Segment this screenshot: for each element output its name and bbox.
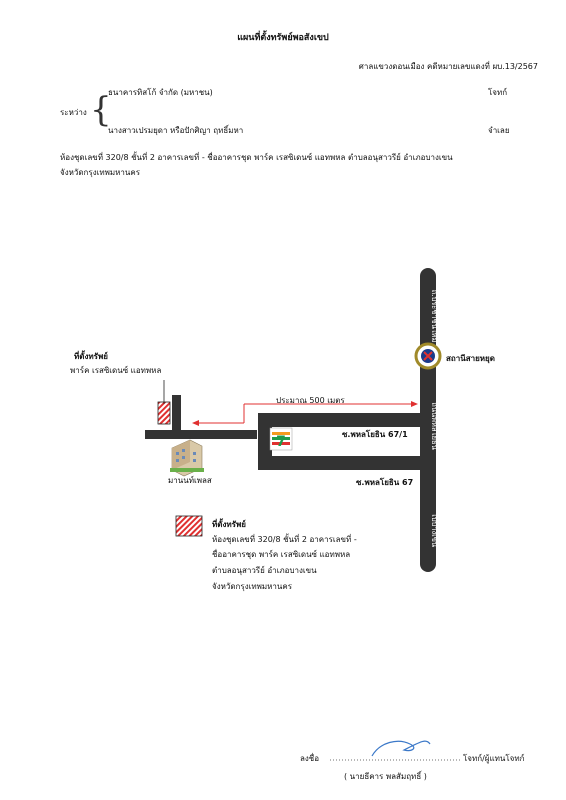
svg-text:7: 7 bbox=[276, 434, 286, 450]
plaintiff-name: ธนาคารทิสโก้ จำกัด (มหาชน) bbox=[108, 88, 213, 97]
landmark-label: มานนท์เพลส bbox=[168, 476, 212, 485]
plaintiff-role: โจทก์ bbox=[488, 88, 508, 97]
signature-sign-label: ลงชื่อ bbox=[300, 754, 320, 763]
distance-label: ประมาณ 500 เมตร bbox=[276, 396, 345, 405]
road-label-top: ถ.ประชาชนใหม่ bbox=[430, 289, 439, 343]
signature-role-label: โจทก์/ผู้แทนโจทก์ bbox=[463, 754, 525, 763]
road-label-mid: ถนนพหลโยธิน bbox=[430, 402, 439, 450]
soi-67-1-label: ซ.พหลโยธิน 67/1 bbox=[342, 430, 408, 439]
soi-67-label: ซ.พหลโยธิน 67 bbox=[356, 478, 414, 487]
station-label: สถานีสายหยุด bbox=[446, 354, 495, 363]
between-label: ระหว่าง bbox=[60, 108, 87, 117]
property-marker-subtitle: พาร์ค เรสซิเดนซ์ แอทพหล bbox=[70, 366, 162, 375]
court-case-number: ศาลแขวงดอนเมือง คดีหมายเลขแดงที่ ผบ.13/2567 bbox=[358, 62, 538, 71]
property-description-line2: จังหวัดกรุงเทพมหานคร bbox=[60, 168, 141, 177]
legend-line2: ชื่ออาคารชุด พาร์ค เรสซิเดนซ์ แอทพหล bbox=[212, 550, 351, 559]
legend-line3: ตำบลอนุสาวรีย์ อำเภอบางเขน bbox=[212, 566, 317, 575]
defendant-name: นางสาวเปรมยุดา หรือปักศิญา ฤทธิ์มหา bbox=[108, 126, 244, 135]
document-title: แผนที่ตั้งทรัพย์พอสังเขป bbox=[237, 33, 329, 43]
road-label-bottom: ไปบางเขน bbox=[430, 513, 439, 547]
brace-symbol: { bbox=[90, 90, 112, 130]
legend-line4: จังหวัดกรุงเทพมหานคร bbox=[212, 582, 293, 591]
defendant-role: จำเลย bbox=[488, 126, 510, 135]
signer-name: ( นายธีคาร พลสัมฤทธิ์ ) bbox=[344, 772, 427, 781]
handwritten-signature bbox=[372, 741, 430, 756]
legend-title: ที่ตั้งทรัพย์ bbox=[212, 520, 246, 529]
legend-line1: ห้องชุดเลขที่ 320/8 ชั้นที่ 2 อาคารเลขที่ - bbox=[212, 535, 357, 544]
property-description-line1: ห้องชุดเลขที่ 320/8 ชั้นที่ 2 อาคารเลขที่ - ชื่ออาคารชุด พาร์ค เรสซิเดนซ์ แอทพหล ตำบลอนุสาวรีย์ อำเภอบางเขน bbox=[60, 153, 453, 162]
property-marker-title: ที่ตั้งทรัพย์ bbox=[74, 352, 108, 361]
